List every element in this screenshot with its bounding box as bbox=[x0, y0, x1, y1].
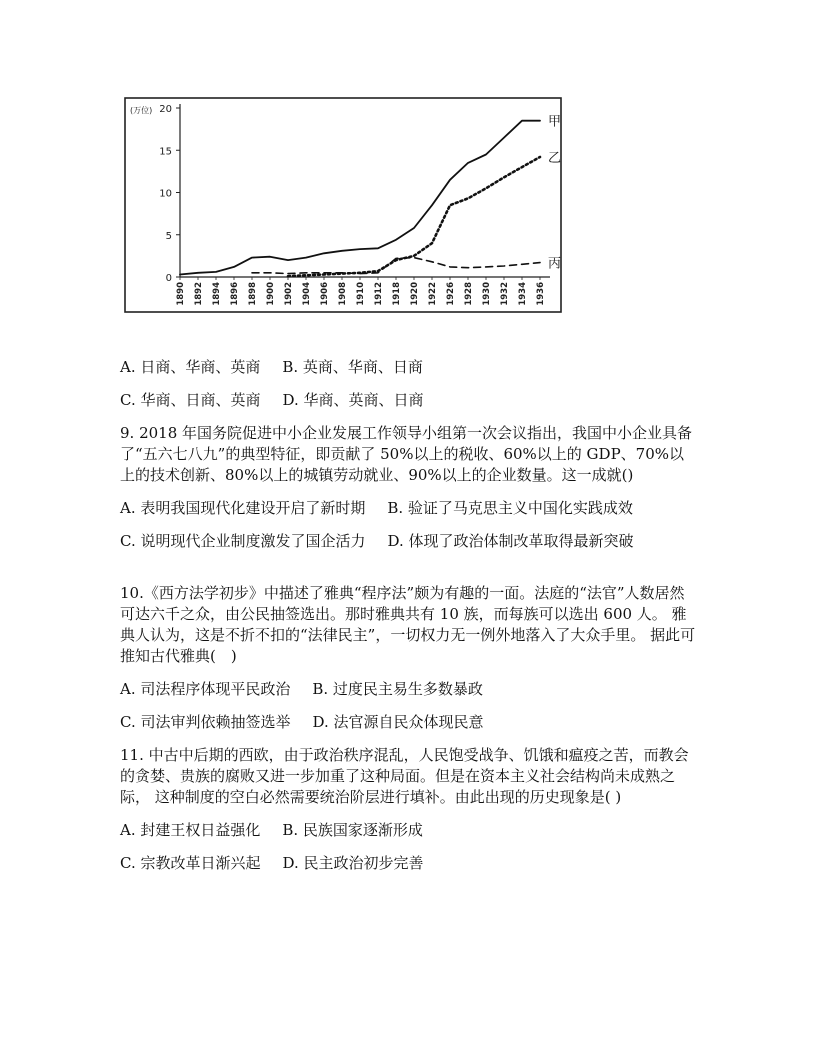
option-row bbox=[120, 498, 696, 531]
option-d[interactable]: D. 体现了政治体制改革取得最新突破 bbox=[387, 532, 634, 550]
series-label-2: 乙 bbox=[548, 151, 562, 167]
series-label-1: 甲 bbox=[548, 114, 562, 130]
series-line-1 bbox=[180, 121, 540, 275]
x-tick-label: 1902 bbox=[284, 282, 294, 306]
series-label-3: 丙 bbox=[548, 256, 562, 272]
option-row bbox=[120, 820, 696, 853]
option-c[interactable]: C. 说明现代企业制度激发了国企活力 bbox=[120, 532, 366, 550]
y-tick-label: 20 bbox=[159, 104, 172, 115]
y-tick-label: 10 bbox=[159, 188, 172, 200]
x-tick-label: 1896 bbox=[230, 282, 240, 306]
option-b[interactable]: B. 英商、华商、日商 bbox=[282, 358, 423, 376]
x-tick-label: 1892 bbox=[194, 282, 204, 306]
x-tick-label: 1908 bbox=[338, 282, 348, 306]
chart-svg bbox=[124, 97, 562, 313]
option-c[interactable]: C. 宗教改革日渐兴起 bbox=[120, 854, 261, 872]
x-tick-label: 1936 bbox=[536, 282, 546, 306]
question-11 bbox=[120, 745, 696, 874]
option-c[interactable]: C. 司法审判依赖抽签选举 bbox=[120, 713, 291, 731]
question-10 bbox=[120, 583, 696, 733]
x-tick-label: 1922 bbox=[428, 282, 438, 306]
option-a[interactable]: A. 日商、华商、英商 bbox=[120, 358, 261, 376]
x-tick-label: 1910 bbox=[356, 282, 366, 306]
x-tick-label: 1906 bbox=[320, 282, 330, 306]
question-stem: 10.《西方法学初步》中描述了雅典“程序法”颇为有趣的一面。法庭的“法官”人数居然可达六千之众，由公民抽签选出。那时雅典共有 10 族，而每族可以选出 600 人。 雅典人认为，这是不折不扣的“法律民主”，一切权力无一例外地落入了大众手里。 据此可推知古代雅典( ) bbox=[120, 584, 696, 665]
line-chart bbox=[124, 97, 562, 313]
option-b[interactable]: B. 民族国家逐渐形成 bbox=[282, 821, 423, 839]
x-tick-label: 1894 bbox=[212, 282, 222, 306]
y-tick-label: 15 bbox=[159, 146, 172, 158]
question-8-options bbox=[120, 357, 696, 411]
x-tick-label: 1898 bbox=[248, 282, 258, 306]
x-tick-label: 1932 bbox=[500, 282, 510, 306]
series-line-2 bbox=[288, 157, 540, 276]
question-stem: 11. 中古中后期的西欧，由于政治秩序混乱，人民饱受战争、饥饿和瘟疫之苦，而教会的贪婪、贵族的腐败又进一步加重了这种局面。但是在资本主义社会结构尚未成熟之际， 这种制度的空白必然需要统治阶层进行填补。由此出现的历史现象是( ) bbox=[120, 746, 689, 806]
option-a[interactable]: A. 封建王权日益强化 bbox=[120, 821, 261, 839]
y-tick-label: 5 bbox=[165, 230, 172, 242]
option-c[interactable]: C. 华商、日商、英商 bbox=[120, 391, 261, 409]
option-b[interactable]: B. 验证了马克思主义中国化实践成效 bbox=[387, 499, 633, 517]
x-tick-label: 1912 bbox=[374, 282, 384, 306]
option-d[interactable]: D. 法官源自民众体现民意 bbox=[312, 713, 484, 731]
x-tick-label: 1930 bbox=[482, 282, 492, 306]
x-tick-label: 1890 bbox=[176, 282, 186, 306]
x-tick-label: 1900 bbox=[266, 282, 276, 306]
question-9 bbox=[120, 423, 696, 552]
question-stem: 9. 2018 年国务院促进中小企业发展工作领导小组第一次会议指出，我国中小企业具备了“五六七八九”的典型特征，即贡献了 50%以上的税收、60%以上的 GDP、70%以上的技术创新、80%以上的城镇劳动就业、90%以上的企业数量。这一成就() bbox=[120, 424, 693, 484]
x-tick-label: 1926 bbox=[446, 282, 456, 306]
x-tick-label: 1934 bbox=[518, 282, 528, 306]
option-row bbox=[120, 679, 696, 712]
y-unit-label: (万位) bbox=[130, 106, 153, 115]
x-tick-label: 1928 bbox=[464, 282, 474, 306]
option-a[interactable]: A. 表明我国现代化建设开启了新时期 bbox=[120, 499, 366, 517]
option-row bbox=[120, 712, 696, 733]
option-d[interactable]: D. 民主政治初步完善 bbox=[282, 854, 424, 872]
x-tick-label: 1920 bbox=[410, 282, 420, 306]
chart-frame bbox=[125, 98, 561, 312]
option-row bbox=[120, 853, 696, 874]
option-d[interactable]: D. 华商、英商、日商 bbox=[282, 391, 424, 409]
option-row bbox=[120, 531, 696, 552]
x-tick-label: 1904 bbox=[302, 282, 312, 306]
y-tick-label: 0 bbox=[165, 273, 172, 284]
option-a[interactable]: A. 司法程序体现平民政治 bbox=[120, 680, 291, 698]
option-b[interactable]: B. 过度民主易生多数暴政 bbox=[312, 680, 483, 698]
option-row bbox=[120, 357, 696, 390]
option-row bbox=[120, 390, 696, 411]
x-tick-label: 1918 bbox=[392, 282, 402, 306]
